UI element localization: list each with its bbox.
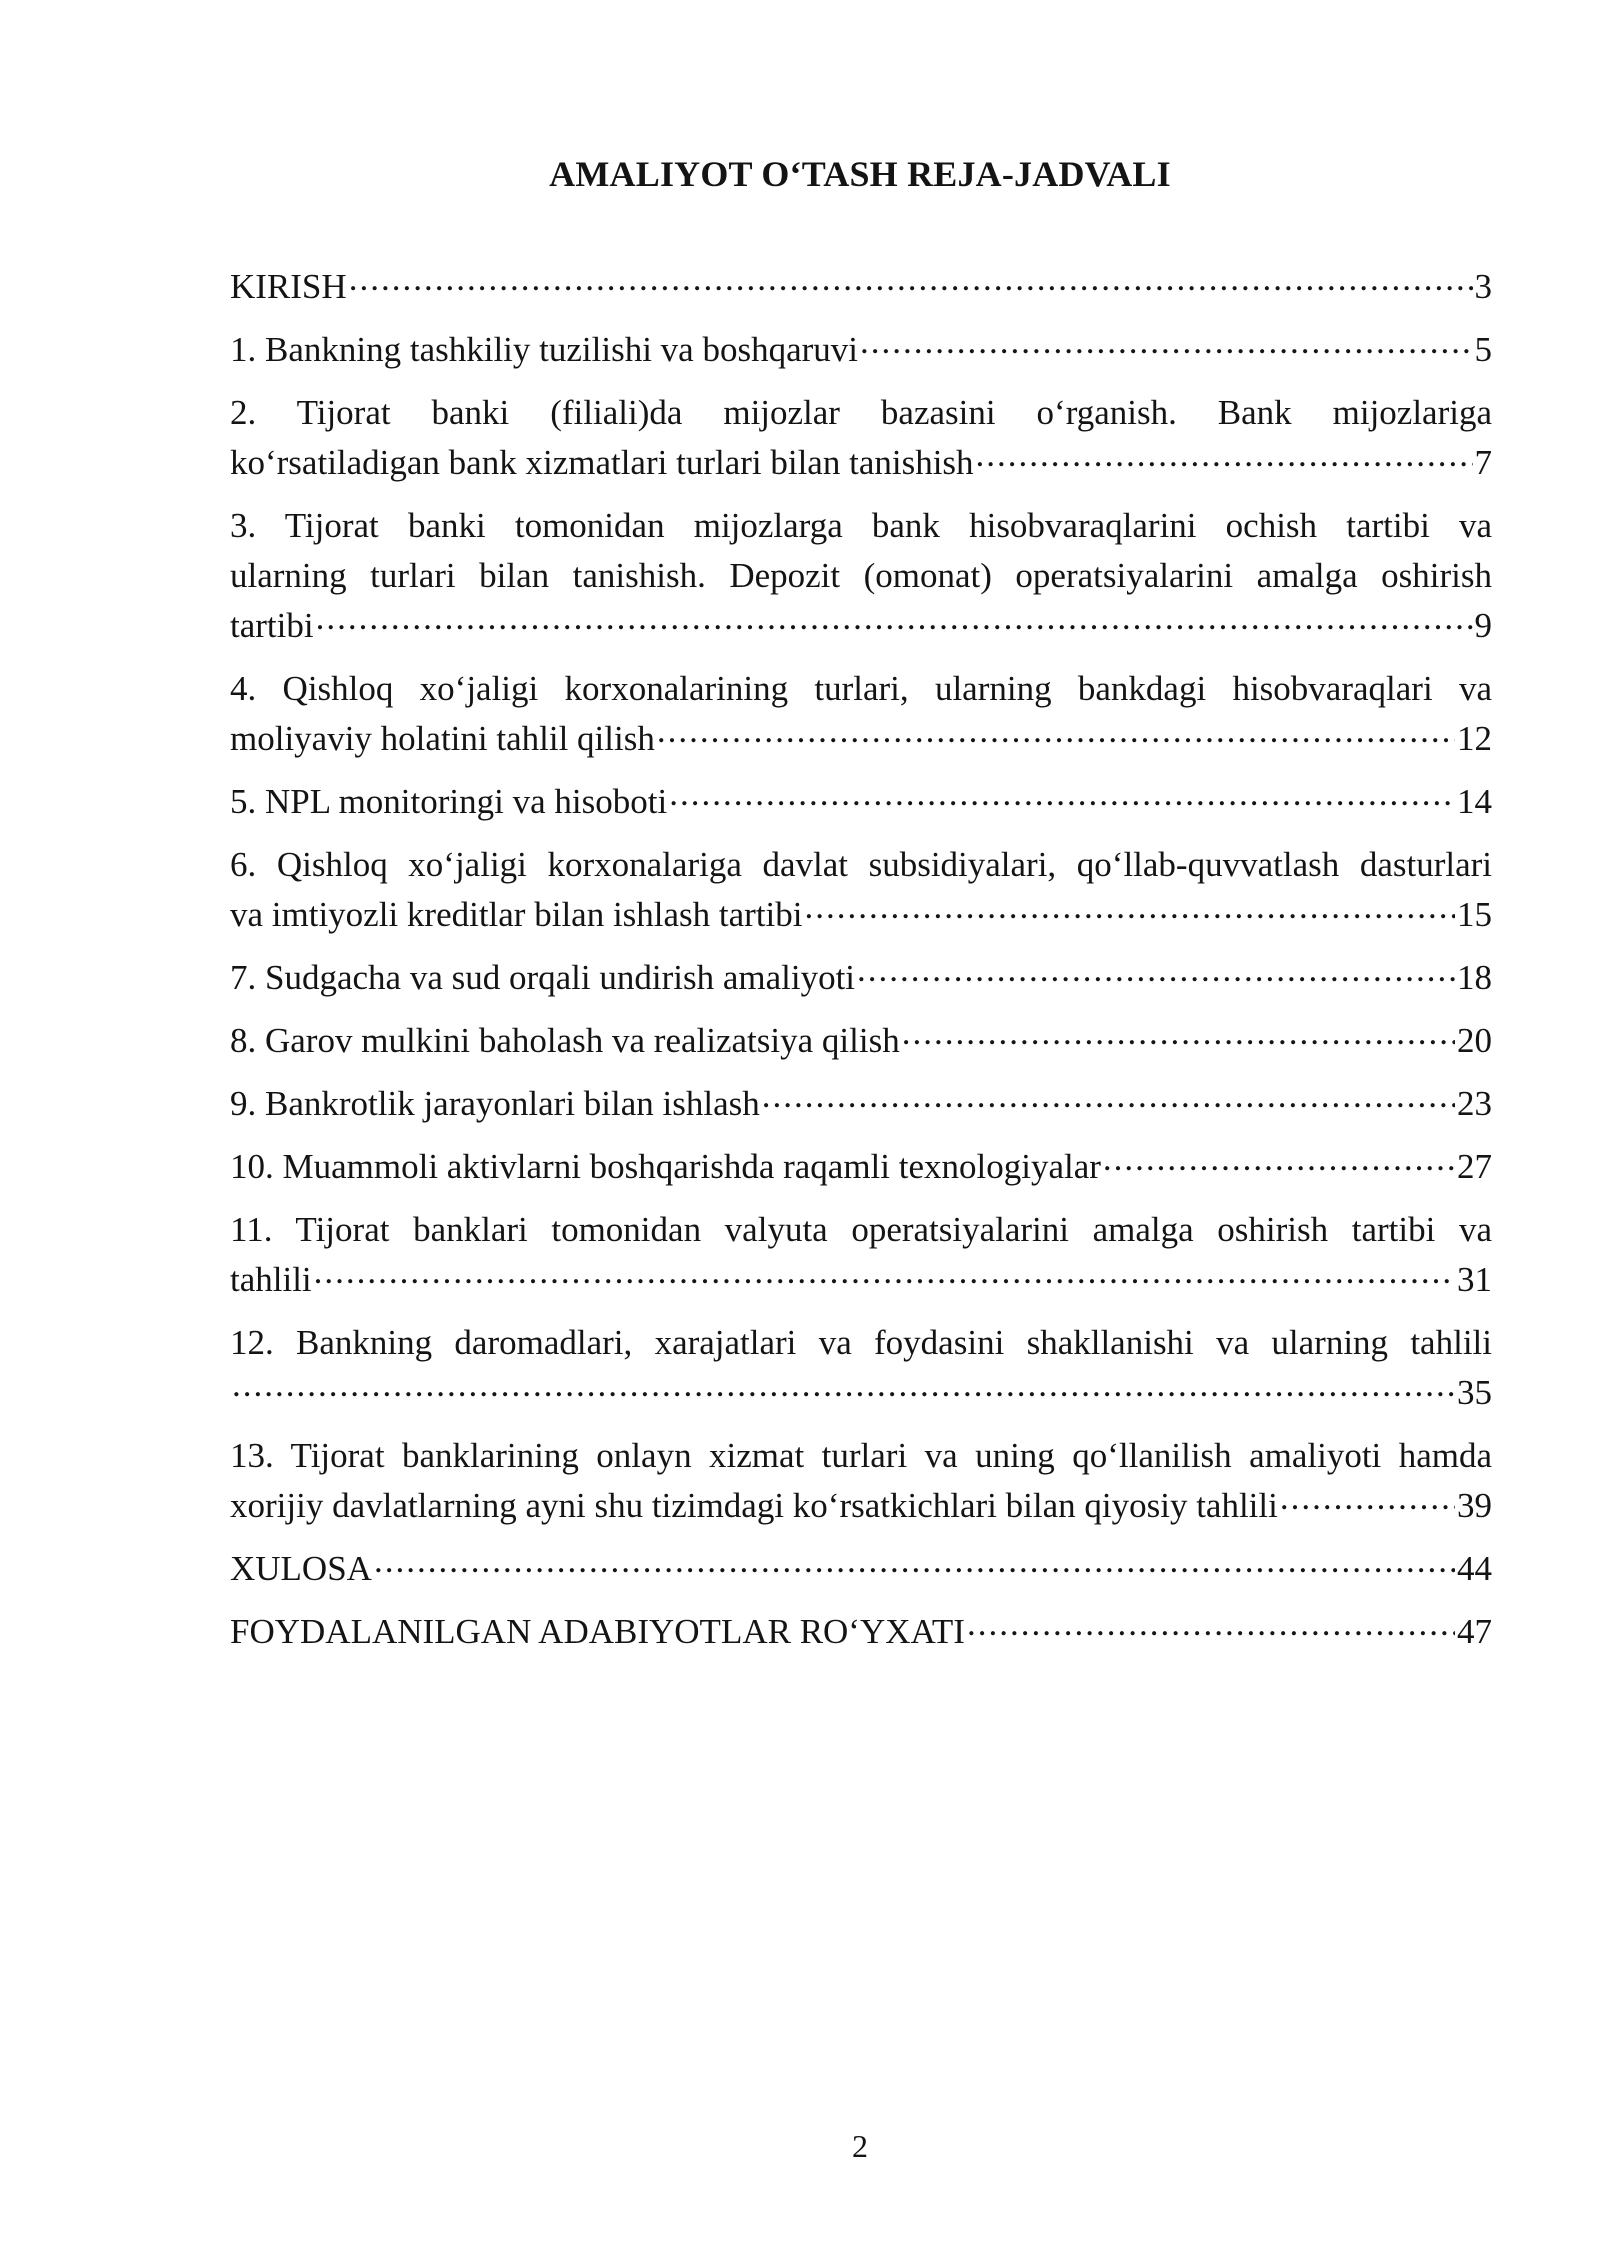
toc-entry[interactable] [230, 501, 1492, 651]
toc-leader-dots [762, 1080, 1455, 1115]
toc-entry[interactable] [230, 1318, 1492, 1418]
toc-entry-text: tartibi [230, 606, 314, 645]
toc-entry-line: 4. Qishloq xo‘jaligi korxonalarining turlari, ularning bankdagi hisobvaraqlari va [230, 669, 1492, 708]
toc-entry[interactable] [230, 1142, 1492, 1192]
toc-page-number: 44 [1457, 1549, 1492, 1588]
toc-entry-final-line [230, 1481, 1492, 1531]
toc-entry-line: 3. Tijorat banki tomonidan mijozlarga bank hisobvaraqlarini ochish tartibi va [230, 506, 1492, 545]
toc-entry[interactable] [230, 1016, 1492, 1066]
toc-leader-dots [669, 778, 1455, 813]
toc-page-number: 3 [1474, 267, 1492, 306]
toc-entry-line: 13. Tijorat banklarining onlayn xizmat turlari va uning qo‘llanilish amaliyoti hamda [230, 1436, 1492, 1475]
page-number: 2 [852, 2128, 868, 2164]
toc-entry-final-line [230, 1079, 1492, 1129]
table-of-contents [230, 262, 1492, 1670]
toc-leader-dots [860, 326, 1472, 361]
toc-page-number: 31 [1457, 1260, 1492, 1299]
toc-entry-final-line [230, 1544, 1492, 1594]
toc-entry-final-line [230, 601, 1492, 651]
toc-page-number: 23 [1457, 1084, 1492, 1123]
toc-entry-line: 11. Tijorat banklari tomonidan valyuta operatsiyalarini amalga oshirish tartibi va [230, 1210, 1492, 1249]
toc-entry-final-line [230, 1368, 1492, 1418]
toc-page-number: 27 [1457, 1147, 1492, 1186]
toc-entry[interactable] [230, 777, 1492, 827]
toc-entry-final-line [230, 890, 1492, 940]
toc-entry-final-line [230, 953, 1492, 1003]
toc-entry[interactable] [230, 1607, 1492, 1657]
toc-page-number: 12 [1457, 719, 1492, 758]
toc-entry-text: XULOSA [230, 1549, 372, 1588]
toc-leader-dots [316, 602, 1473, 637]
toc-entry[interactable] [230, 325, 1492, 375]
toc-entry-line: 12. Bankning daromadlari, xarajatlari va foydasini shakllanishi va ularning tahlili [230, 1323, 1492, 1362]
toc-entry[interactable] [230, 1079, 1492, 1129]
toc-entry-line: 2. Tijorat banki (filiali)da mijozlar bazasini o‘rganish. Bank mijozlariga [230, 393, 1492, 432]
toc-page-number: 9 [1474, 606, 1492, 645]
toc-entry-text: 10. Muammoli aktivlarni boshqarishda raqamli texnologiyalar [230, 1147, 1101, 1186]
toc-entry-text: moliyaviy holatini tahlil qilish [230, 719, 655, 758]
toc-page-number: 14 [1457, 782, 1492, 821]
toc-entry[interactable] [230, 664, 1492, 764]
toc-entry-final-line [230, 1255, 1492, 1305]
toc-leader-dots [349, 263, 1473, 298]
toc-leader-dots [657, 715, 1455, 750]
toc-entry-line: 6. Qishloq xo‘jaligi korxonalariga davlat subsidiyalari, qo‘llab-quvvatlash dasturlari [230, 845, 1492, 884]
toc-page-number: 18 [1457, 958, 1492, 997]
toc-entry-final-line [230, 1016, 1492, 1066]
toc-leader-dots [1280, 1482, 1455, 1517]
toc-entry-text: ko‘rsatiladigan bank xizmatlari turlari bilan tanishish [230, 443, 974, 482]
toc-leader-dots [232, 1369, 1455, 1404]
toc-leader-dots [374, 1545, 1455, 1580]
toc-entry-final-line [230, 325, 1492, 375]
document-title: AMALIYOT O‘TASH REJA-JADVALI [549, 154, 1171, 194]
toc-page-number: 5 [1474, 330, 1492, 369]
toc-leader-dots [902, 1017, 1455, 1052]
toc-entry-final-line [230, 1607, 1492, 1657]
toc-entry-text: xorijiy davlatlarning ayni shu tizimdagi ko‘rsatkichlari bilan qiyosiy tahlili [230, 1486, 1278, 1525]
toc-entry-text: 8. Garov mulkini baholash va realizatsiya qilish [230, 1021, 900, 1060]
toc-entry-text: va imtiyozli kreditlar bilan ishlash tartibi [230, 895, 803, 934]
toc-entry-final-line [230, 714, 1492, 764]
toc-entry-text: 9. Bankrotlik jarayonlari bilan ishlash [230, 1084, 760, 1123]
toc-leader-dots [976, 439, 1473, 474]
toc-leader-dots [314, 1256, 1455, 1291]
toc-page-number: 39 [1457, 1486, 1492, 1525]
toc-entry-text: FOYDALANILGAN ADABIYOTLAR RO‘YXATI [230, 1612, 965, 1651]
toc-entry-text: 1. Bankning tashkiliy tuzilishi va boshqaruvi [230, 330, 859, 369]
toc-entry-text: 7. Sudgacha va sud orqali undirish amaliyoti [230, 958, 856, 997]
toc-entry[interactable] [230, 1205, 1492, 1305]
toc-entry-text: 5. NPL monitoringi va hisoboti [230, 782, 668, 821]
toc-entry[interactable] [230, 953, 1492, 1003]
toc-page-number: 35 [1457, 1373, 1492, 1412]
toc-entry-final-line [230, 262, 1492, 312]
toc-page-number: 7 [1474, 443, 1492, 482]
toc-entry[interactable] [230, 1431, 1492, 1531]
toc-page-number: 47 [1457, 1612, 1492, 1651]
toc-leader-dots [1103, 1143, 1455, 1178]
toc-leader-dots [805, 891, 1455, 926]
toc-page-number: 20 [1457, 1021, 1492, 1060]
toc-entry[interactable] [230, 840, 1492, 940]
toc-entry[interactable] [230, 388, 1492, 488]
toc-entry-text: KIRISH [230, 267, 347, 306]
toc-entry-line: ularning turlari bilan tanishish. Depozit (omonat) operatsiyalarini amalga oshirish [230, 556, 1492, 595]
toc-entry[interactable] [230, 1544, 1492, 1594]
toc-page-number: 15 [1457, 895, 1492, 934]
toc-leader-dots [857, 954, 1455, 989]
toc-entry-text: tahlili [230, 1260, 312, 1299]
toc-entry-final-line [230, 438, 1492, 488]
toc-entry-final-line [230, 777, 1492, 827]
toc-entry[interactable] [230, 262, 1492, 312]
toc-leader-dots [967, 1608, 1455, 1643]
toc-entry-final-line [230, 1142, 1492, 1192]
